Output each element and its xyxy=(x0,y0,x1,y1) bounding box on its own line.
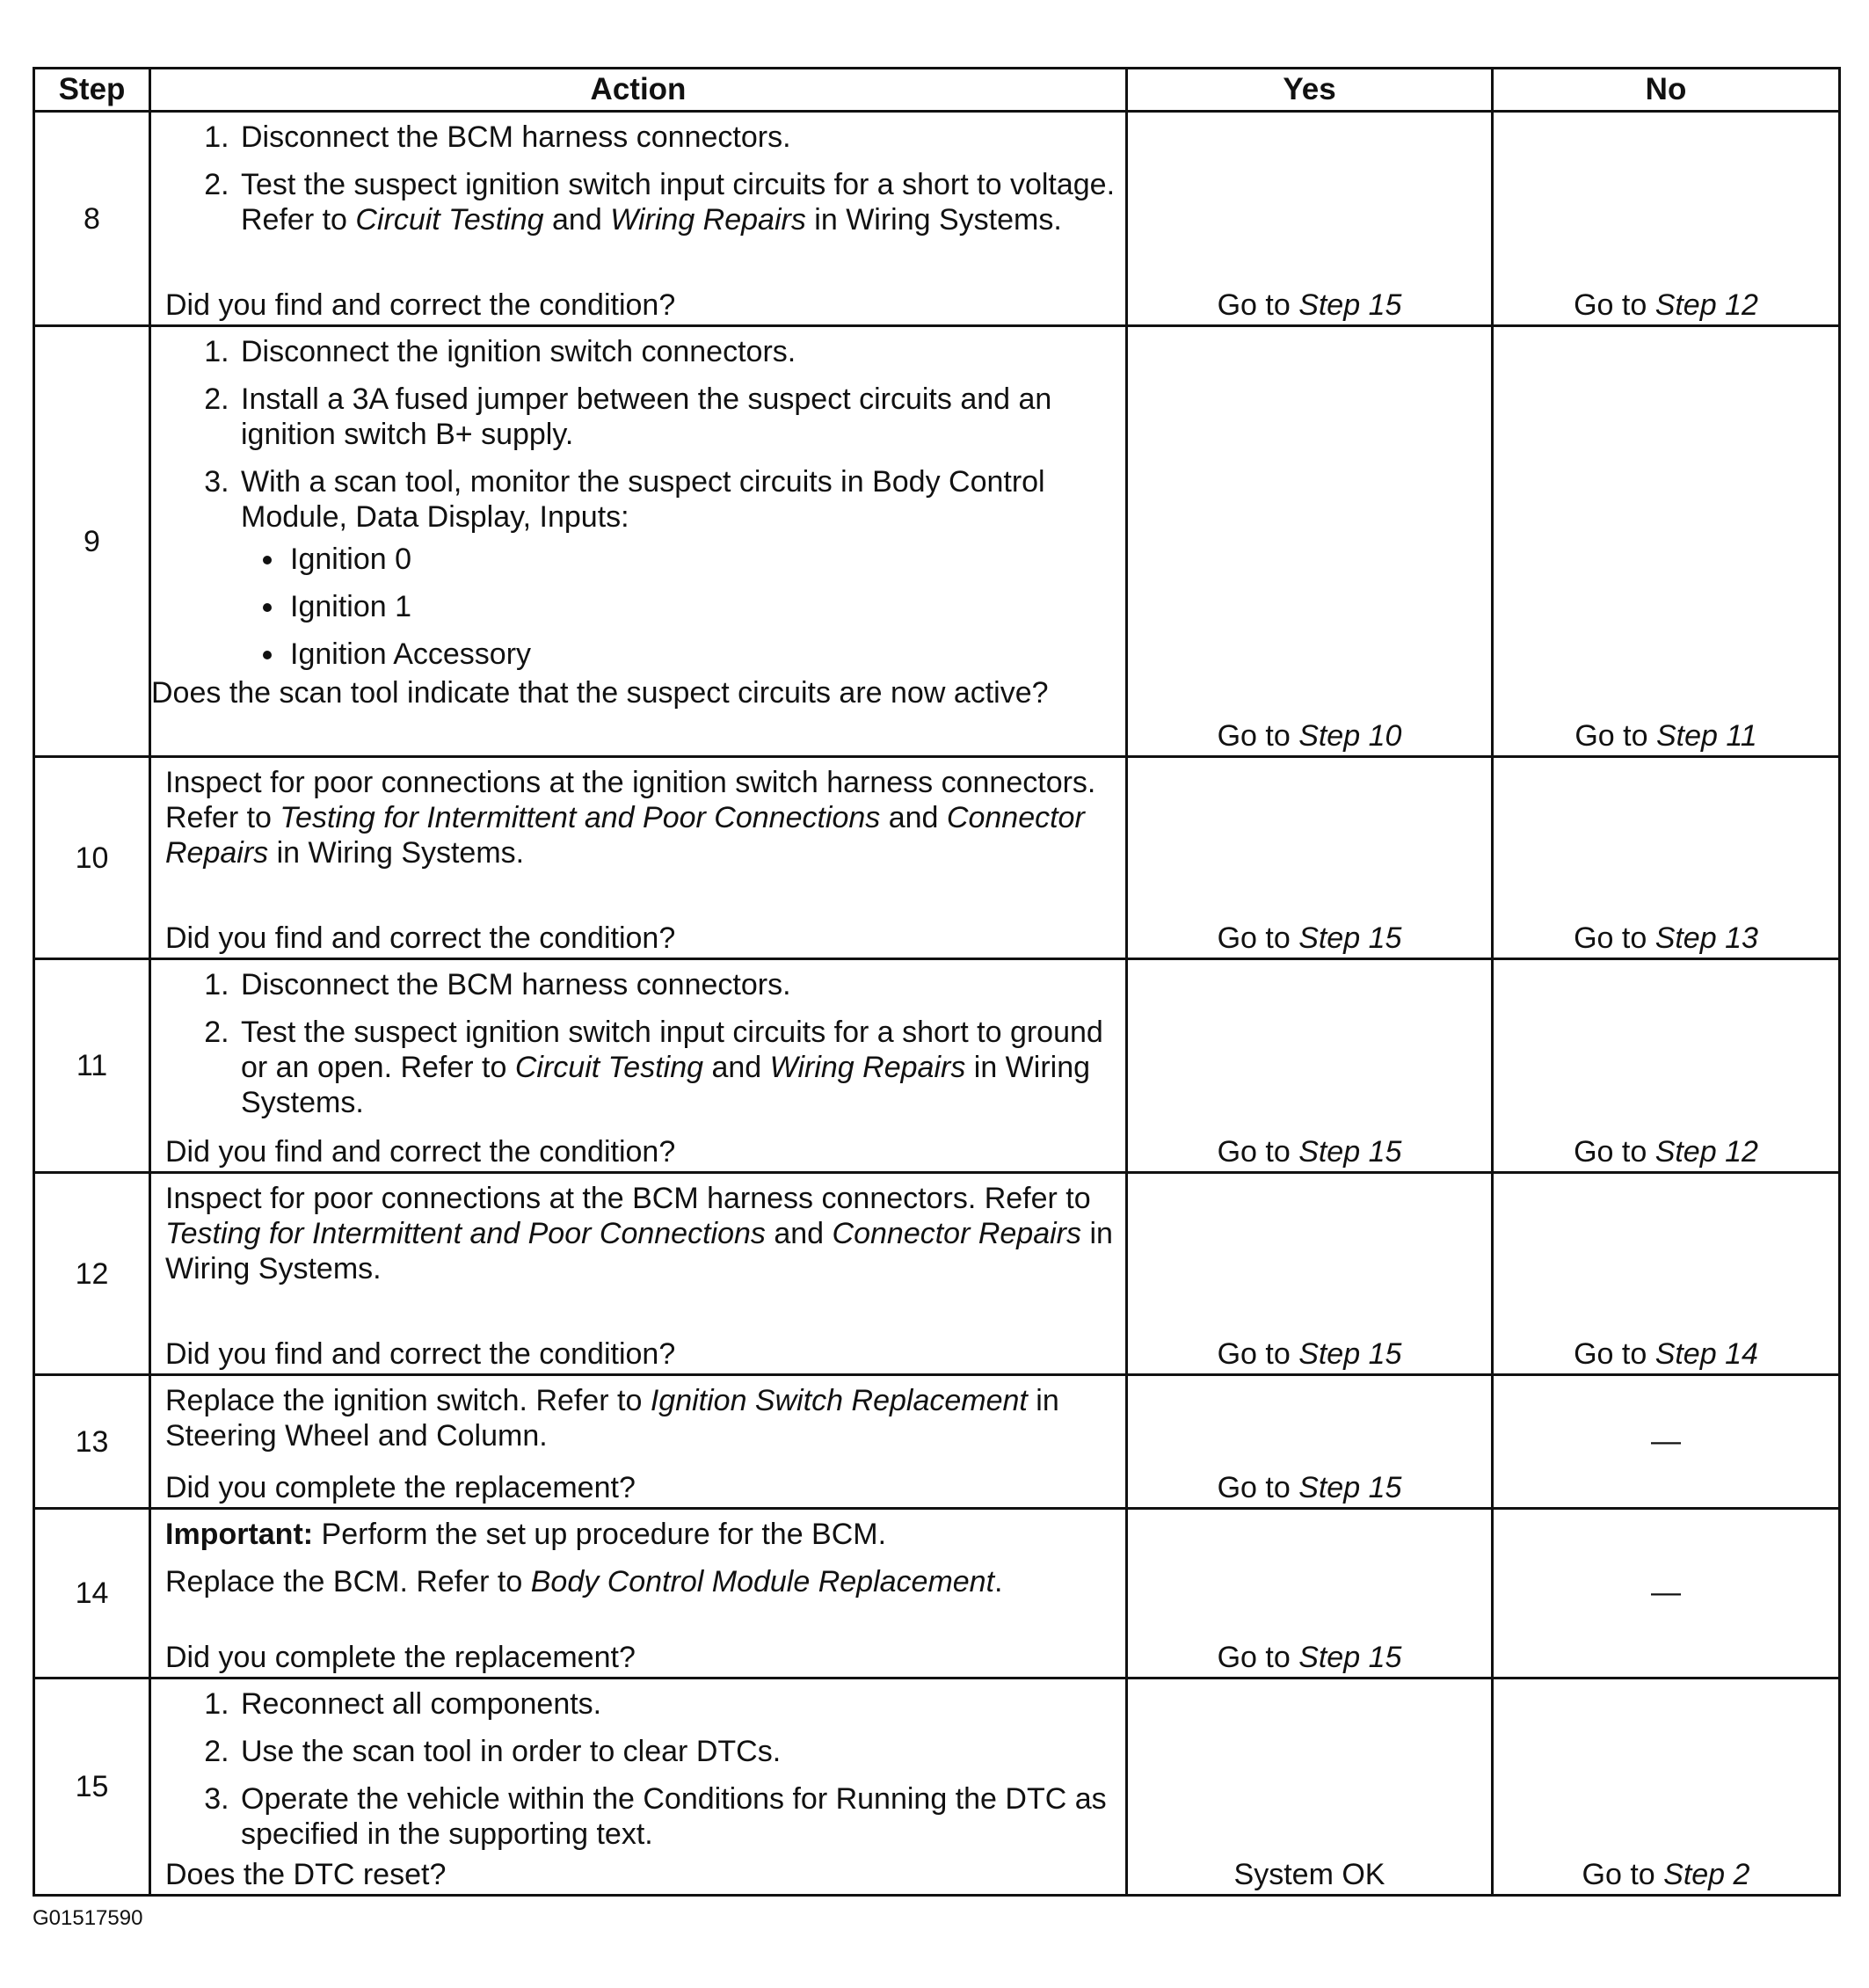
action-question: Does the DTC reset? xyxy=(165,1858,447,1891)
action-step: 3. With a scan tool, monitor the suspect circuits in Body Control Module, Data Display, Inputs: • Ignition 0 • Ignition 1 • Ignition Accessory xyxy=(237,464,1116,672)
action-text: Replace the ignition switch. Refer to Ignition Switch Replacement in Steering Wheel and Column. xyxy=(165,1384,1059,1453)
step-number: 11 xyxy=(34,959,150,1173)
action-cell xyxy=(150,757,1127,959)
yes-result: Go to Step 15 xyxy=(1127,1375,1493,1509)
action-question: Did you find and correct the condition? xyxy=(165,1337,676,1371)
action-question: Did you find and correct the condition? xyxy=(165,1135,676,1169)
table-row xyxy=(34,1173,1840,1375)
action-question: Did you complete the replacement? xyxy=(165,1471,636,1504)
step-number: 9 xyxy=(34,326,150,757)
action-step: 3. Operate the vehicle within the Conditions for Running the DTC as specified in the supporting text. xyxy=(237,1781,1116,1852)
action-text: Inspect for poor connections at the ignition switch harness connectors. Refer to Testing for Intermittent and Poor Connections and Connector Repairs in Wiring Systems. xyxy=(165,766,1096,870)
yes-result: Go to Step 15 xyxy=(1127,112,1493,326)
table-row xyxy=(34,1679,1840,1896)
action-cell xyxy=(150,1679,1127,1896)
yes-result: Go to Step 10 xyxy=(1127,326,1493,757)
diagnostic-table xyxy=(33,67,1841,1897)
table-header-row xyxy=(34,69,1840,112)
yes-result: Go to Step 15 xyxy=(1127,959,1493,1173)
action-steps xyxy=(165,1686,1116,1857)
header-yes: Yes xyxy=(1127,69,1493,112)
yes-result: Go to Step 15 xyxy=(1127,757,1493,959)
figure-code: G01517590 xyxy=(33,1906,143,1930)
no-result: Go to Step 13 xyxy=(1493,757,1840,959)
table-row xyxy=(34,1509,1840,1679)
action-step: 2. Test the suspect ignition switch input circuits for a short to voltage. Refer to Circuit Testing and Wiring Repairs in Wiring Systems. xyxy=(237,167,1116,237)
list-item: • Ignition 1 xyxy=(287,589,1116,624)
no-result: — xyxy=(1493,1375,1840,1509)
action-steps xyxy=(165,120,1116,243)
action-cell xyxy=(150,326,1127,757)
yes-result: Go to Step 15 xyxy=(1127,1173,1493,1375)
table-row xyxy=(34,1375,1840,1509)
header-no: No xyxy=(1493,69,1840,112)
list-item: • Ignition Accessory xyxy=(287,637,1116,672)
action-step: 1. Disconnect the ignition switch connectors. xyxy=(237,334,1116,369)
no-result: Go to Step 2 xyxy=(1493,1679,1840,1896)
action-cell xyxy=(150,1173,1127,1375)
step-number: 14 xyxy=(34,1509,150,1679)
action-step: 1. Disconnect the BCM harness connectors. xyxy=(237,120,1116,155)
no-result: Go to Step 11 xyxy=(1493,326,1840,757)
table-row xyxy=(34,326,1840,757)
yes-result: Go to Step 15 xyxy=(1127,1509,1493,1679)
action-text: Replace the BCM. Refer to Body Control Module Replacement. xyxy=(165,1565,1003,1598)
no-result: — xyxy=(1493,1509,1840,1679)
step-number: 12 xyxy=(34,1173,150,1375)
action-cell xyxy=(150,959,1127,1173)
action-step: 1. Reconnect all components. xyxy=(237,1686,1116,1722)
action-question: Did you complete the replacement? xyxy=(165,1641,636,1674)
action-step: 1. Disconnect the BCM harness connectors. xyxy=(237,967,1116,1002)
action-steps xyxy=(165,334,1116,672)
action-step: 2. Use the scan tool in order to clear DTCs. xyxy=(237,1734,1116,1769)
no-result: Go to Step 12 xyxy=(1493,959,1840,1173)
action-question: Did you find and correct the condition? xyxy=(165,921,676,955)
action-question: Did you find and correct the condition? xyxy=(165,288,676,322)
action-cell xyxy=(150,112,1127,326)
action-question: Does the scan tool indicate that the suspect circuits are now active? xyxy=(151,676,1049,710)
step-number: 13 xyxy=(34,1375,150,1509)
action-cell xyxy=(150,1509,1127,1679)
no-result: Go to Step 12 xyxy=(1493,112,1840,326)
input-list xyxy=(241,542,1116,672)
table-row xyxy=(34,757,1840,959)
header-action: Action xyxy=(150,69,1127,112)
action-cell xyxy=(150,1375,1127,1509)
action-step: 2. Test the suspect ignition switch input circuits for a short to ground or an open. Refer to Circuit Testing and Wiring Repairs in Wiring Systems. xyxy=(237,1015,1116,1120)
step-number: 10 xyxy=(34,757,150,959)
yes-result: System OK xyxy=(1127,1679,1493,1896)
list-item: • Ignition 0 xyxy=(287,542,1116,577)
action-step: 2. Install a 3A fused jumper between the suspect circuits and an ignition switch B+ supply. xyxy=(237,382,1116,452)
action-text: Inspect for poor connections at the BCM harness connectors. Refer to Testing for Intermittent and Poor Connections and Connector Repairs in Wiring Systems. xyxy=(165,1182,1113,1285)
header-step: Step xyxy=(34,69,150,112)
important-note: Important: Perform the set up procedure for the BCM. xyxy=(165,1518,887,1551)
action-steps xyxy=(165,967,1116,1125)
table-row xyxy=(34,112,1840,326)
no-result: Go to Step 14 xyxy=(1493,1173,1840,1375)
table-row xyxy=(34,959,1840,1173)
step-number: 8 xyxy=(34,112,150,326)
step-number: 15 xyxy=(34,1679,150,1896)
